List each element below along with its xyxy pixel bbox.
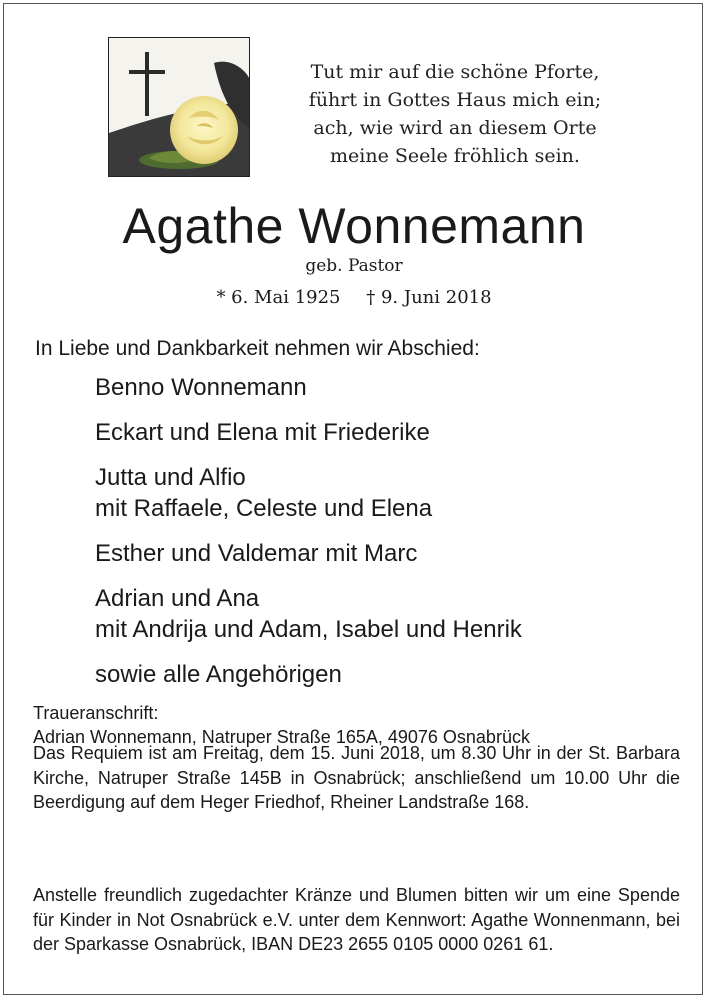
mourner-line: sowie alle Angehörigen bbox=[95, 661, 342, 688]
mourner-group bbox=[95, 417, 522, 448]
death-date: † 9. Juni 2018 bbox=[366, 287, 492, 308]
requiem-info: Das Requiem ist am Freitag, dem 15. Juni 2018, um 8.30 Uhr in der St. Barbara Kirche, Natruper Straße 145B in Osnabrück; anschließend um 10.00 Uhr die Beerdigung auf dem Heger Friedhof, Rheiner Landstraße 168. bbox=[33, 743, 680, 812]
life-dates bbox=[0, 286, 708, 310]
poem-line: führt in Gottes Haus mich ein; bbox=[308, 89, 602, 111]
poem-line: ach, wie wird an diesem Orte bbox=[313, 117, 597, 139]
poem-line: Tut mir auf die schöne Pforte, bbox=[310, 61, 600, 83]
mourner-group bbox=[95, 659, 522, 690]
poem-line: meine Seele fröhlich sein. bbox=[330, 145, 580, 167]
address-label: Traueranschrift: bbox=[33, 703, 159, 723]
mourner-line: Jutta und Alfio bbox=[95, 464, 246, 491]
cross-rose-image bbox=[108, 37, 250, 177]
rose-image bbox=[109, 38, 249, 176]
address-text: Adrian Wonnemann, Natruper Straße 165A, 49076 Osnabrück bbox=[33, 727, 530, 747]
mourner-line: Esther und Valdemar mit Marc bbox=[95, 540, 418, 567]
mourner-group bbox=[95, 462, 522, 524]
mourner-group bbox=[95, 538, 522, 569]
poem bbox=[290, 58, 620, 170]
mourner-line: mit Andrija und Adam, Isabel und Henrik bbox=[95, 616, 522, 643]
deceased-name: Agathe Wonnemann bbox=[122, 198, 586, 254]
birth-date: * 6. Mai 1925 bbox=[216, 287, 341, 308]
donation-info: Anstelle freundlich zugedachter Kränze und Blumen bitten wir um eine Spende für Kinder in Not Osnabrück e.V. unter dem Kennwort: Agathe Wonnenmann, bei der Sparkasse Osnabrück, IBAN DE23 2655 0105 0000 0261 61. bbox=[33, 885, 680, 954]
mourner-line: mit Raffaele, Celeste und Elena bbox=[95, 495, 433, 522]
mourner-line: Eckart und Elena mit Friederike bbox=[95, 419, 430, 446]
mourner-line: Adrian und Ana bbox=[95, 585, 260, 612]
mourner-group bbox=[95, 583, 522, 645]
mourner-line: Benno Wonnemann bbox=[95, 374, 307, 401]
farewell-intro: In Liebe und Dankbarkeit nehmen wir Abschied: bbox=[35, 337, 480, 360]
mourner-group bbox=[95, 372, 522, 403]
mourners-list bbox=[95, 372, 522, 704]
born-name: geb. Pastor bbox=[305, 256, 403, 276]
